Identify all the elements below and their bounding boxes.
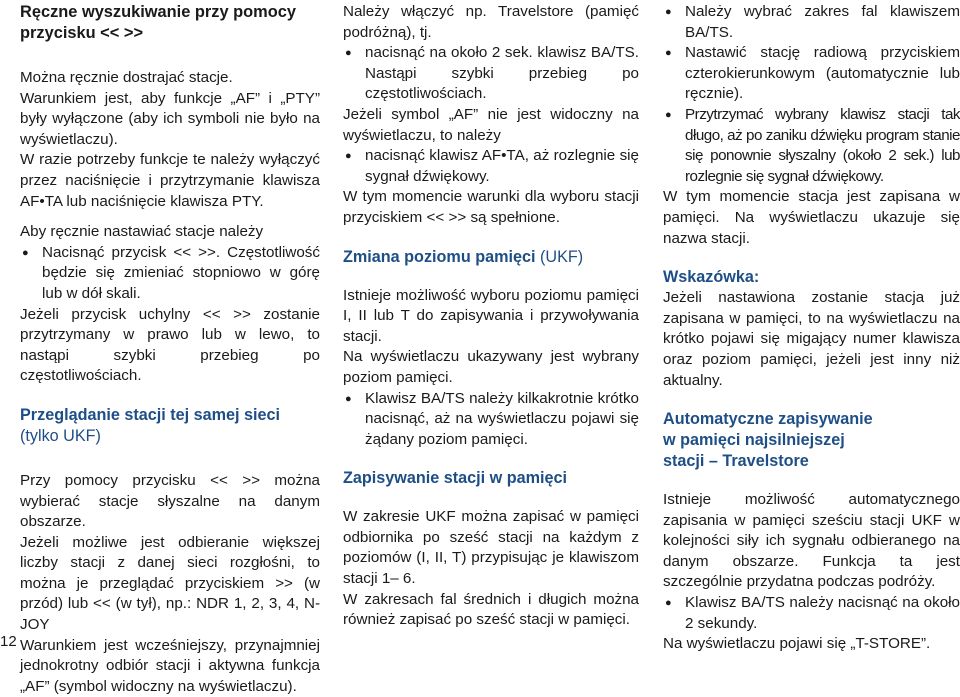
list-item: ● Należy wybrać zakres fal klawiszem BA/TS.	[663, 2, 960, 43]
paragraph: W tym momencie warunki dla wyboru stacji przyciskiem << >> są spełnione.	[343, 188, 639, 226]
list-item: ● nacisnąć na około 2 sek. klawisz BA/TS. Nastąpi szybki przebieg po częstotliwościach.	[343, 43, 639, 105]
paragraph: W zakresach fal średnich i długich można również zapisać po sześć stacji w pamięci.	[343, 590, 639, 629]
section-heading-travelstore	[663, 409, 960, 472]
heading-line: w pamięci najsilniejszej	[663, 431, 845, 450]
paragraph: Można ręcznie dostrajać stacje.	[20, 69, 233, 86]
list-item: ● Nastawić stację radiową przyciskiem czterokierunkowym (automatycznie lub ręcznie).	[663, 43, 960, 105]
list-item: ● Nacisnąć przycisk << >>. Częstotliwość będzie się zmieniać stopniowo w górę lub w dół skali.	[20, 243, 320, 305]
paragraph: Istnieje możliwość automatycznego zapisania w pamięci sześciu stacji UKF w kolejności siły ich sygnału odbieranego na danym obszarze. Funkcja ta jest szczególnie przydatna podczas podróży.	[663, 491, 960, 591]
list-item: ● Klawisz BA/TS należy kilkakrotnie krótko nacisnąć, aż na wyświetlaczu pojawi się żądany poziom pamięci.	[343, 389, 639, 451]
paragraph: Należy włączyć np. Travelstore (pamięć podróżną), tj.	[343, 3, 639, 41]
paragraph: W tym momencie stacja jest zapisana w pamięci. Na wyświetlaczu ukazuje się nazwa stacji.	[663, 188, 960, 247]
heading-sub: (tylko UKF)	[20, 426, 101, 445]
section-heading-save-stations: Zapisywanie stacji w pamięci	[343, 469, 568, 488]
list-item: ● nacisnąć klawisz AF•TA, aż rozlegnie się sygnał dźwiękowy.	[343, 146, 639, 187]
bullet-list	[20, 243, 320, 305]
paragraph: Przy pomocy przycisku << >> można wybierać stacje słyszalne na danym obszarze.	[20, 471, 320, 531]
column-2	[343, 2, 639, 631]
paragraph: W razie potrzeby funkcje te należy wyłączyć przez naciśnięcie i przytrzymanie klawisza AF•TA lub naciśnięcie klawisza PTY.	[20, 151, 320, 210]
list-item: ● Klawisz BA/TS należy nacisnąć na około 2 sekundy.	[663, 593, 960, 634]
heading-line: stacji – Travelstore	[663, 452, 809, 471]
paragraph: Istnieje możliwość wyboru poziomu pamięci I, II lub T do zapisywania i przywoływania stacji.	[343, 286, 639, 345]
section-heading-manual-search: Ręczne wyszukiwanie przy pomocy przycisku << >>	[20, 3, 296, 42]
section-heading-network-stations	[20, 405, 320, 447]
paragraph: Warunkiem jest wcześniejszy, przynajmniej jednokrotny odbiór stacji i aktywna funkcja „AF” (symbol widoczny na wyświetlaczu).	[20, 636, 320, 695]
paragraph: Na wyświetlaczu ukazywany jest wybrany poziom pamięci.	[343, 348, 639, 386]
bullet-list	[343, 389, 639, 451]
page-number: 12	[0, 633, 17, 650]
section-heading-memory-level	[343, 247, 639, 268]
paragraph: W zakresie UKF można zapisać w pamięci odbiornika po sześć stacji na każdym z poziomów (I, II, T) przypisując je klawiszom stacji 1– 6.	[343, 508, 639, 588]
paragraph: Jeżeli możliwe jest odbieranie większej liczby stacji z danej sieci rozgłośni, to można je przeglądać przyciskiem >> (w przód) lub << (w tył), np.: NDR 1, 2, 3, 4, N-JOY	[20, 533, 320, 634]
heading-line: Automatyczne zapisywanie	[663, 410, 873, 429]
heading-main: Zmiana poziomu pamięci	[343, 247, 536, 266]
column-1	[20, 2, 320, 697]
bullet-list	[343, 43, 639, 105]
paragraph: Na wyświetlaczu pojawi się „T-STORE”.	[663, 635, 931, 653]
bullet-list	[663, 2, 960, 187]
paragraph: Aby ręcznie nastawiać stacje należy	[20, 223, 264, 241]
bullet-list	[663, 593, 960, 634]
paragraph: Jeżeli symbol „AF” nie jest widoczny na wyświetlaczu, to należy	[343, 105, 639, 144]
bullet-list	[343, 146, 639, 187]
paragraph: Jeżeli nastawiona zostanie stacja już zapisana w pamięci, to na wyświetlaczu na krótko pojawi się migający numer klawisza oraz poziom pamięci, jeżeli jest inny niż aktualny.	[663, 289, 960, 389]
section-heading-tip: Wskazówka:	[663, 268, 760, 287]
heading-sub: (UKF)	[540, 247, 584, 266]
column-3	[663, 2, 960, 655]
paragraph: Warunkiem jest, aby funkcje „AF” i „PTY” były wyłączone (aby ich symboli nie było na wyświetlaczu).	[20, 89, 320, 148]
paragraph: Jeżeli przycisk uchylny << >> zostanie przytrzymany w prawo lub w lewo, to nastąpi szybki przebieg po częstotliwościach.	[20, 305, 320, 385]
list-item: ● Przytrzymać wybrany klawisz stacji tak długo, aż po zaniku dźwięku program stanie się ponownie słyszalny (około 2 sek.) lub rozlegnie się sygnał dźwiękowy.	[663, 105, 960, 187]
heading-main: Przeglądanie stacji tej samej sieci	[20, 405, 281, 424]
